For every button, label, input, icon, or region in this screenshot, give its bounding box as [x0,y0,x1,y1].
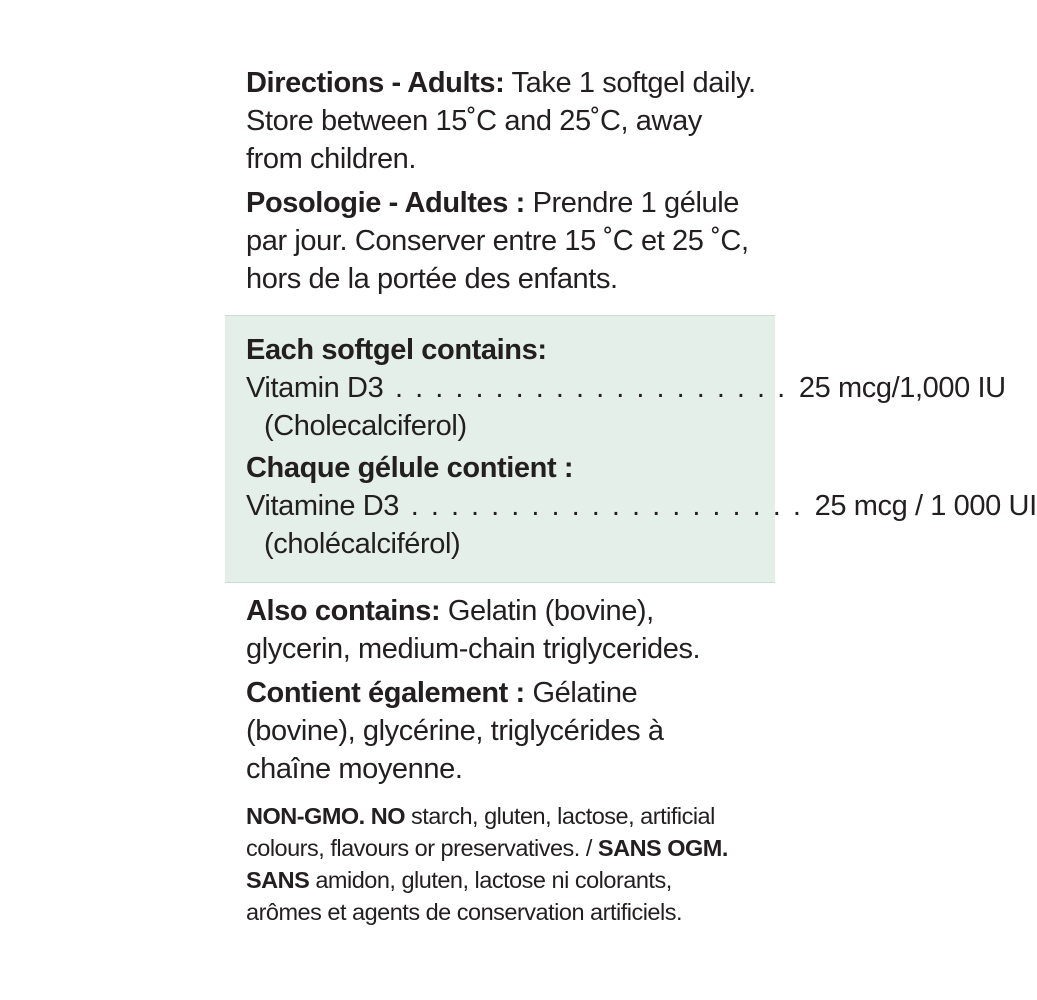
posologie-line-3: hors de la portée des enfants. [246,263,618,295]
nongmo-line-1 [246,800,786,832]
ingredient-amount-fr: 25 mcg / 1 000 UI [814,490,1037,522]
ingredient-amount-en: 25 mcg/1,000 IU [798,372,1006,404]
facts-row-en [246,369,1006,407]
nongmo-bold-3: SANS [246,867,310,893]
facts-heading-fr-text: Chaque gélule contient : [246,452,574,484]
directions-text: Take 1 softgel daily. [504,67,756,99]
nongmo-text-3: amidon, gluten, lactose ni colorants, [309,867,672,893]
non-gmo-statement [246,800,786,928]
facts-heading-en [246,331,786,369]
also-en-line-2: glycerin, medium-chain triglycerides. [246,633,701,665]
posologie-heading: Posologie - Adultes : [246,187,525,219]
also-en-line-1 [246,592,786,630]
dot-leader-en: . . . . . . . . . . . . . . . . . . . . [394,372,788,404]
dot-leader-fr: . . . . . . . . . . . . . . . . . . . . [410,490,803,522]
also-fr-line-1 [246,674,786,712]
nongmo-line-3 [246,864,786,896]
posologie-line-2: par jour. Conserver entre 15 ˚C et 25 ˚C, [246,225,749,257]
also-contains-french [246,674,786,788]
posologie-line-1 [246,184,786,222]
also-fr-line-2: (bovine), glycérine, triglycérides à [246,715,664,747]
also-fr-line-3: chaîne moyenne. [246,753,463,785]
posologie-text: Prendre 1 gélule [524,187,740,219]
nongmo-bold-1: NON-GMO. NO [246,803,405,829]
nongmo-line-4: arômes et agents de conservation artificiels. [246,899,682,925]
directions-heading: Directions - Adults: [246,67,505,99]
also-contains-english [246,592,786,668]
ingredient-name-fr: Vitamine D3 [246,490,400,522]
directions-line-2: Store between 15˚C and 25˚C, away [246,105,702,137]
also-fr-text: Gélatine [524,677,638,709]
nongmo-line-2 [246,832,786,864]
also-en-heading: Also contains: [246,595,441,627]
facts-row-fr [246,487,1037,525]
also-fr-heading: Contient également : [246,677,525,709]
facts-english [246,331,1006,445]
ingredient-subname-en: (Cholecalciferol) [264,410,467,442]
facts-french [246,449,1037,563]
directions-line-1 [246,64,786,102]
facts-heading-fr [246,449,786,487]
ingredient-subname-fr: (cholécalciférol) [264,528,461,560]
also-en-text: Gelatin (bovine), [440,595,654,627]
directions-french [246,184,786,298]
directions-line-3: from children. [246,143,417,175]
nongmo-bold-2: SANS OGM. [597,835,728,861]
facts-heading-en-text: Each softgel contains: [246,334,547,366]
ingredient-name-en: Vitamin D3 [246,372,384,404]
directions-english [246,64,786,178]
nongmo-text-1: starch, gluten, lactose, artificial [405,803,715,829]
nongmo-text-2: colours, flavours or preservatives. / [246,835,598,861]
